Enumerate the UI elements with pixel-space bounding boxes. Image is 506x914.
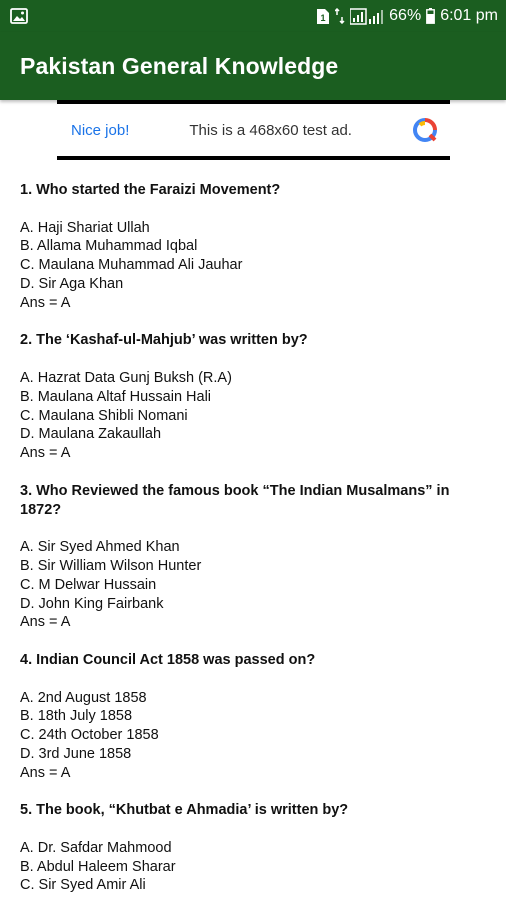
- option: A. Hazrat Data Gunj Buksh (R.A): [20, 369, 232, 386]
- cellular-signal-icon: [350, 8, 384, 25]
- app-title: Pakistan General Knowledge: [20, 52, 339, 79]
- option: A. 2nd August 1858: [20, 689, 147, 706]
- status-bar: [0, 0, 506, 32]
- option: C. M Delwar Hussain: [20, 576, 157, 593]
- option: B. Allama Muhammad Iqbal: [20, 238, 198, 255]
- option: A. Dr. Safdar Mahmood: [20, 839, 172, 856]
- ad-nice-job[interactable]: Nice job!: [71, 121, 130, 139]
- gallery-notification-icon: [10, 8, 28, 24]
- question-item: [20, 801, 490, 895]
- battery-icon: [426, 8, 435, 24]
- app-bar: [0, 32, 506, 100]
- option: B. Maulana Altaf Hussain Hali: [20, 388, 212, 405]
- question-text: 2. The ‘Kashaf-ul-Mahjub’ was written by?: [20, 332, 308, 349]
- option: B. Abdul Haleem Sharar: [20, 858, 176, 875]
- sim-card-icon: [316, 8, 330, 25]
- question-list: [20, 181, 490, 914]
- answer: Ans = A: [20, 614, 71, 631]
- svg-text:1: 1: [320, 12, 326, 23]
- option: C. Maulana Muhammad Ali Jauhar: [20, 257, 243, 274]
- answer: Ans = A: [20, 294, 71, 311]
- ad-banner[interactable]: [57, 100, 450, 160]
- option: D. Sir Aga Khan: [20, 275, 124, 292]
- option: C. 24th October 1858: [20, 727, 159, 744]
- option: D. Maulana Zakaullah: [20, 426, 162, 443]
- question-item: [20, 651, 490, 783]
- option: B. 18th July 1858: [20, 708, 133, 725]
- clock: 6:01 pm: [440, 7, 498, 24]
- question-item: [20, 181, 490, 313]
- ad-choices-icon[interactable]: [412, 117, 438, 143]
- battery-percent: 66%: [389, 7, 422, 24]
- question-item: [20, 331, 490, 463]
- question-item: [20, 482, 490, 632]
- ad-text[interactable]: This is a 468x60 test ad.: [189, 121, 352, 139]
- question-text: 4. Indian Council Act 1858 was passed on?: [20, 651, 316, 668]
- data-transfer-icon: [335, 8, 345, 24]
- question-text: 1. Who started the Faraizi Movement?: [20, 182, 281, 198]
- answer: Ans = A: [20, 764, 71, 781]
- option: D. John King Fairbank: [20, 595, 164, 612]
- option: A. Sir Syed Ahmed Khan: [20, 539, 180, 556]
- answer: Ans = A: [20, 445, 71, 462]
- option: B. Sir William Wilson Hunter: [20, 557, 202, 574]
- option: C. Sir Syed Amir Ali: [20, 877, 146, 894]
- question-text: 5. The book, “Khutbat e Ahmadia’ is written by?: [20, 802, 349, 819]
- question-text: 3. Who Reviewed the famous book “The Indian Musalmans” in 1872?: [20, 482, 450, 518]
- option: C. Maulana Shibli Nomani: [20, 407, 188, 424]
- option: D. 3rd June 1858: [20, 745, 132, 762]
- option: A. Haji Shariat Ullah: [20, 219, 150, 236]
